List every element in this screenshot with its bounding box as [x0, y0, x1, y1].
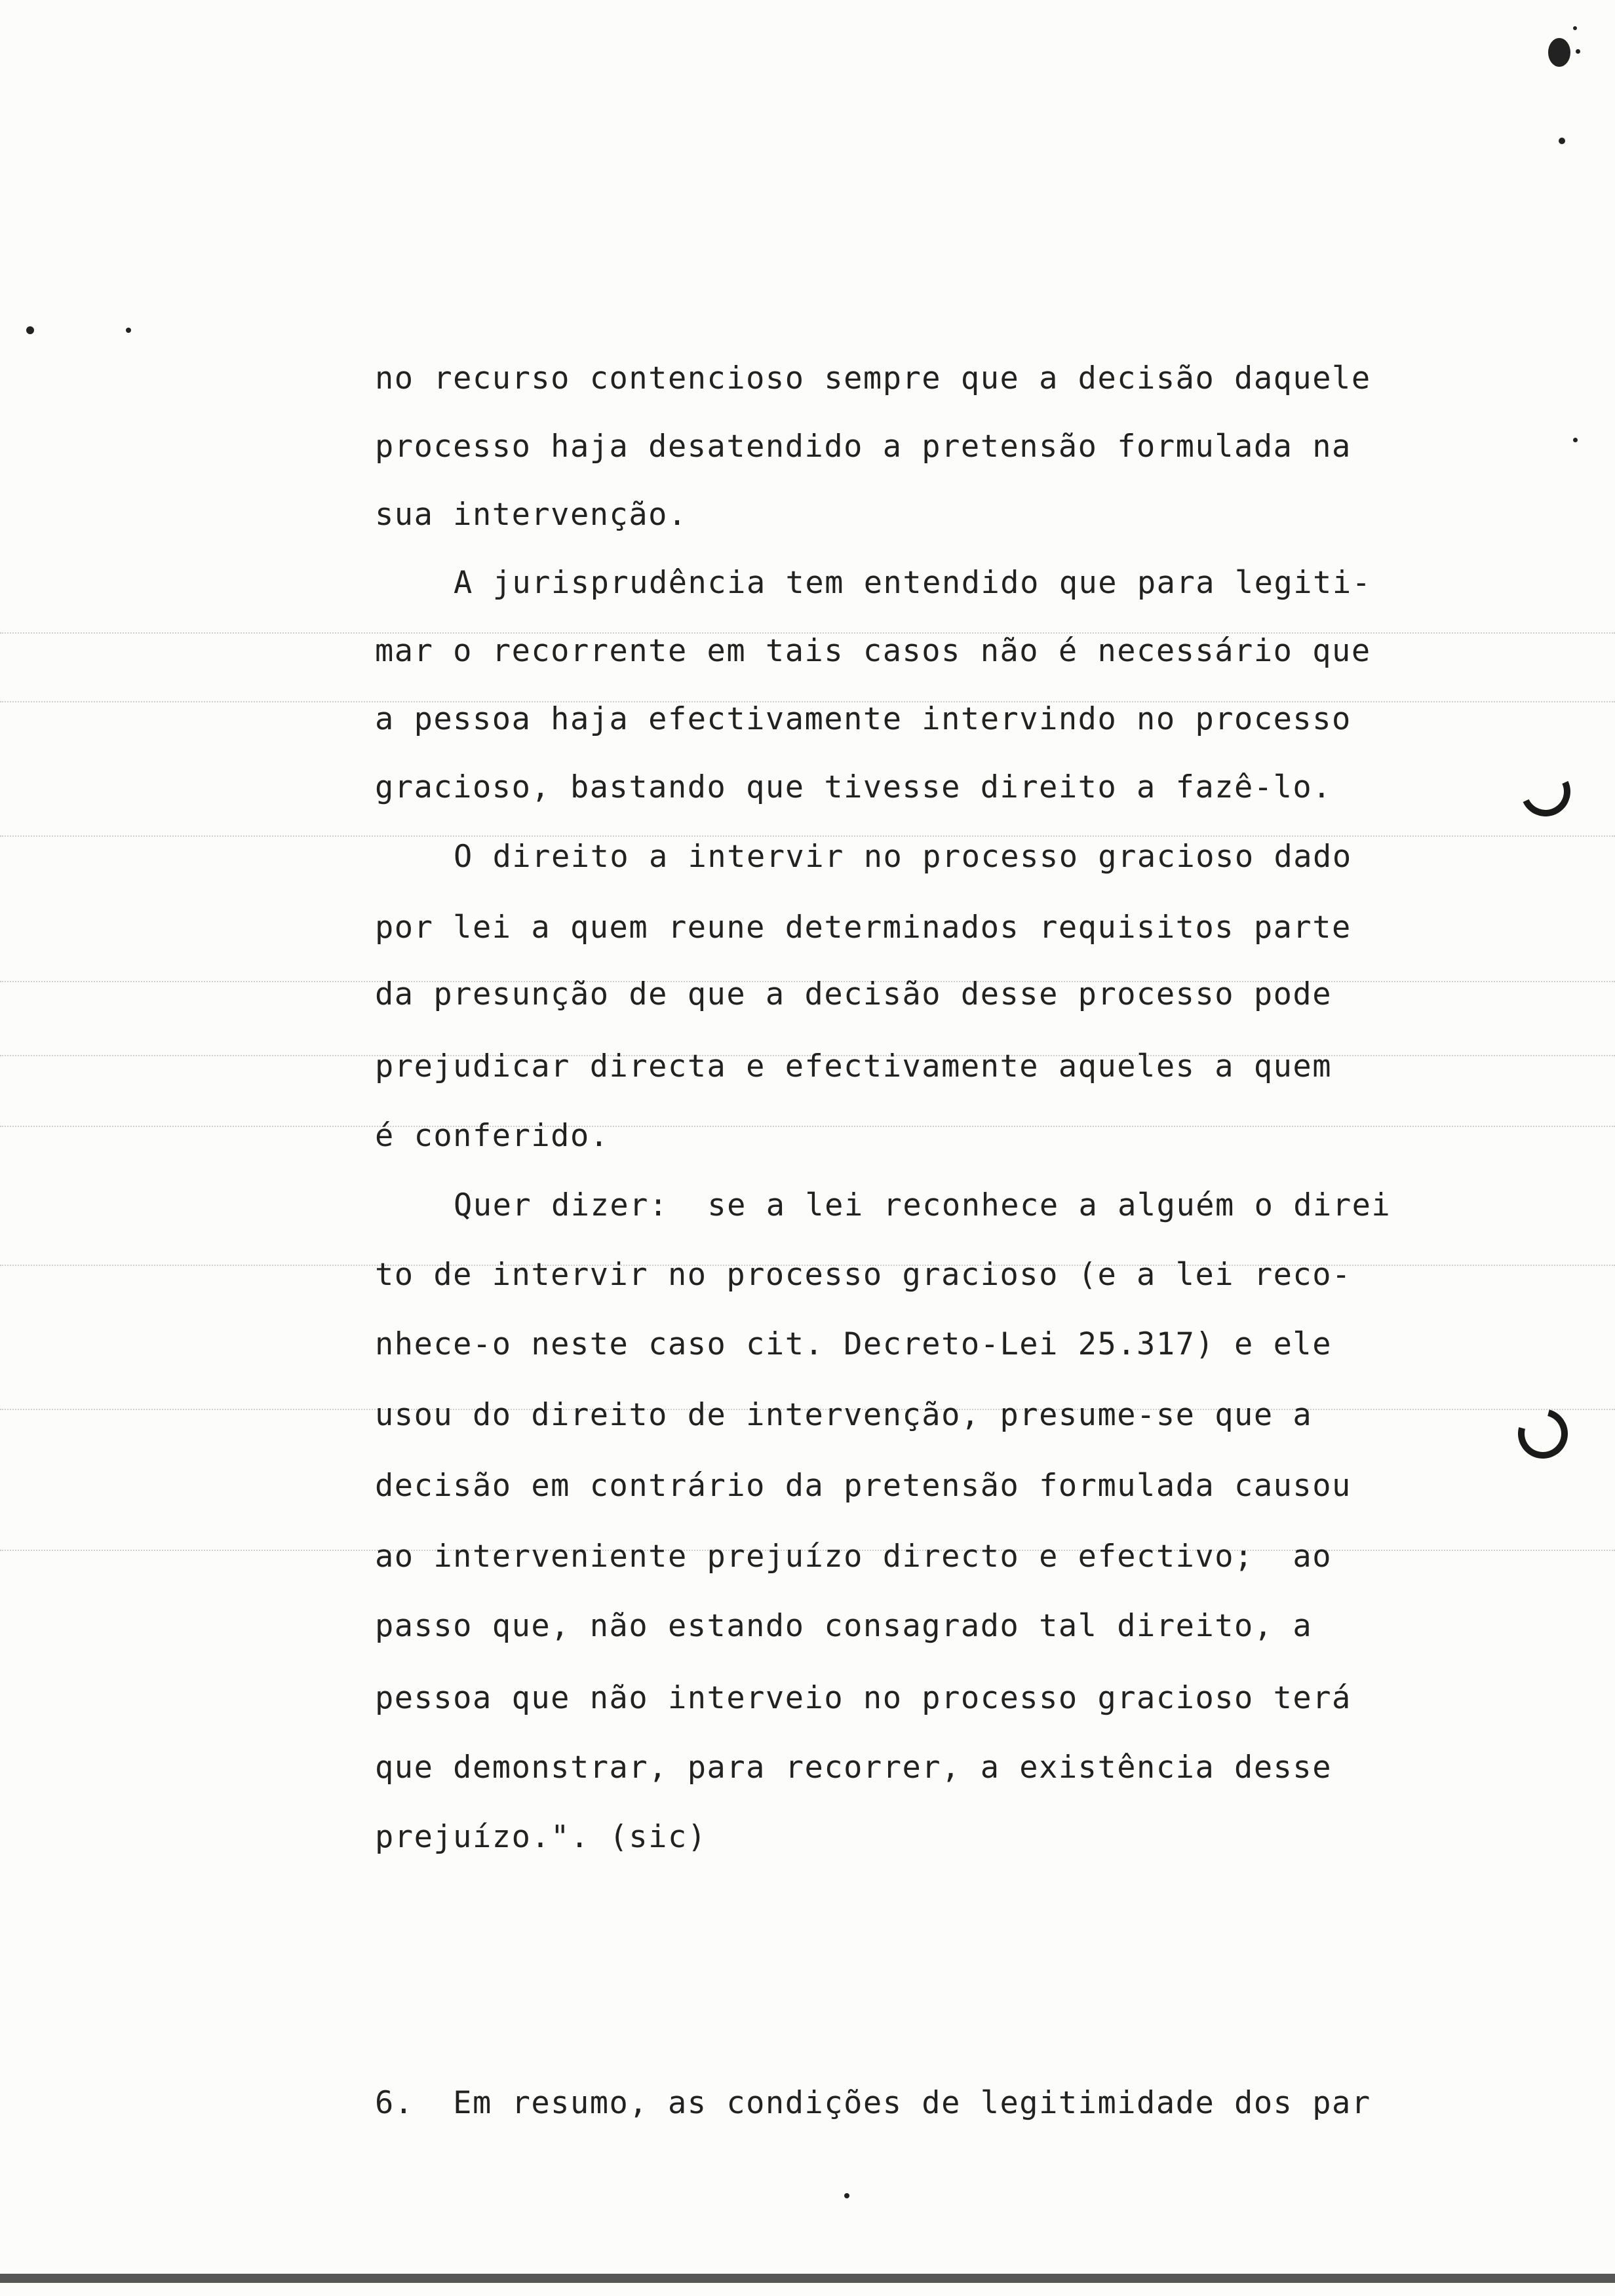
- text-line: é conferido.: [375, 1118, 610, 1154]
- text-line: nhece-o neste caso cit. Decreto-Lei 25.317) e ele: [375, 1326, 1333, 1362]
- text-line: prejuízo.". (sic): [375, 1819, 707, 1855]
- ruled-line: [0, 835, 1615, 837]
- scan-speck: [126, 328, 131, 333]
- text-line: da presunção de que a decisão desse processo pode: [375, 976, 1333, 1012]
- text-line: to de intervir no processo gracioso (e a lei reco-: [375, 1257, 1352, 1293]
- scan-speck: [1559, 138, 1565, 144]
- scan-bottom-edge: [0, 2274, 1615, 2283]
- scan-speck: [1573, 26, 1577, 30]
- text-line: processo haja desatendido a pretensão formulada na: [375, 429, 1352, 465]
- binder-hole-upper: [1513, 759, 1577, 823]
- text-line: no recurso contencioso sempre que a decisão daquele: [375, 360, 1371, 396]
- text-line: que demonstrar, para recorrer, a existência desse: [375, 1750, 1333, 1786]
- text-line: O direito a intervir no processo gracioso dado: [454, 839, 1352, 875]
- scan-speck: [1576, 49, 1580, 54]
- text-line: gracioso, bastando que tivesse direito a fazê-lo.: [375, 769, 1333, 805]
- scan-speck: [26, 326, 34, 334]
- text-line: ao interveniente prejuízo directo e efectivo; ao: [375, 1539, 1333, 1575]
- scan-speck: [1548, 38, 1570, 67]
- text-line: A jurisprudência tem entendido que para legiti-: [454, 565, 1372, 601]
- text-line: decisão em contrário da pretensão formulada causou: [375, 1468, 1352, 1504]
- text-line: sua intervenção.: [375, 497, 688, 533]
- text-line: pessoa que não interveio no processo gracioso terá: [375, 1680, 1352, 1716]
- text-line: usou do direito de intervenção, presume-se que a: [375, 1397, 1313, 1433]
- text-line: mar o recorrente em tais casos não é necessário que: [375, 633, 1371, 669]
- text-line: prejudicar directa e efectivamente aqueles a quem: [375, 1048, 1333, 1084]
- scan-speck: [844, 2193, 849, 2198]
- text-line: passo que, não estando consagrado tal direito, a: [375, 1608, 1313, 1644]
- scan-speck: [1573, 438, 1578, 442]
- text-line: Quer dizer: se a lei reconhece a alguém o direi: [454, 1187, 1391, 1223]
- text-line: a pessoa haja efectivamente intervindo no processo: [375, 701, 1352, 737]
- text-line: por lei a quem reune determinados requisitos parte: [375, 909, 1352, 946]
- ruled-line: [0, 1126, 1615, 1127]
- text-line: 6. Em resumo, as condições de legitimidade dos par: [375, 2085, 1371, 2121]
